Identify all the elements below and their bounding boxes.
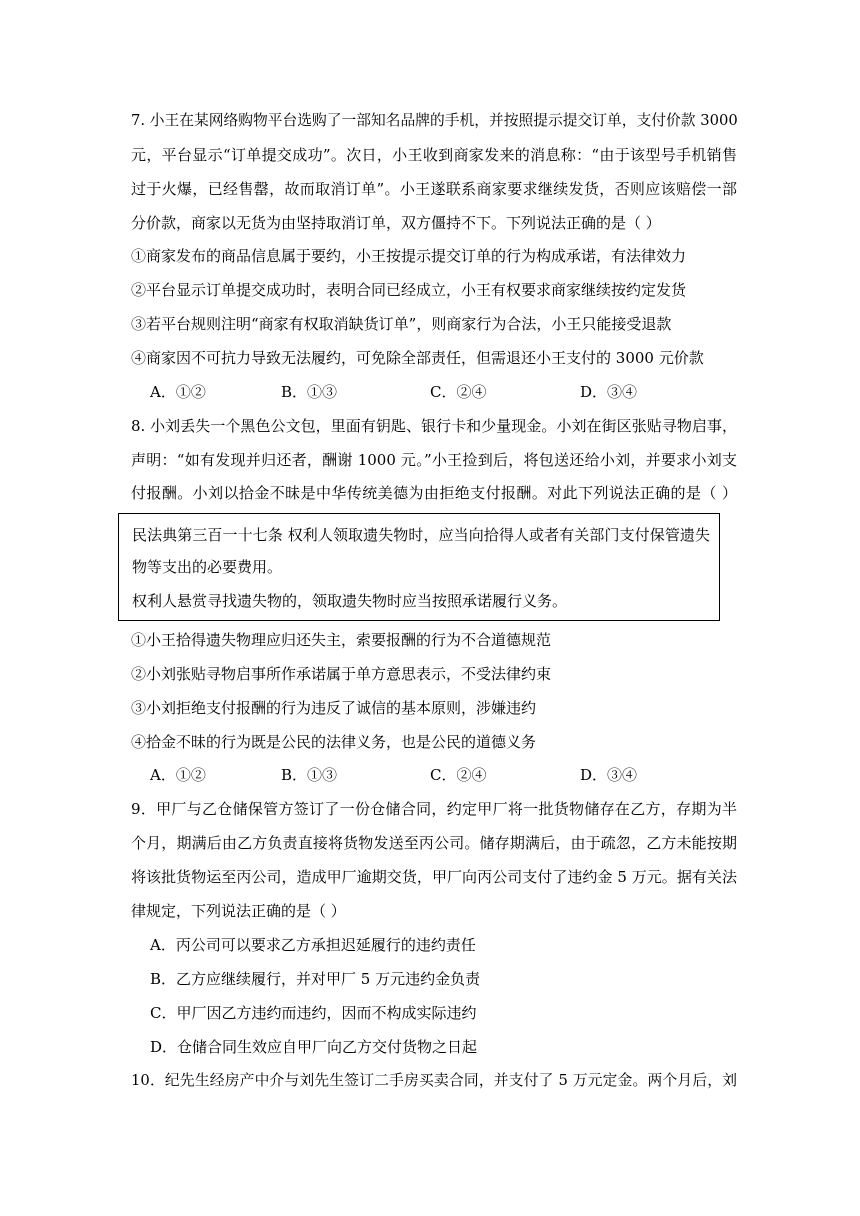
q7-options — [150, 382, 710, 402]
q8-stem-line-2: 声明：“如有发现并归还者，酬谢 1000 元。”小王捡到后，将包送还给小刘，并要求小刘支 — [131, 451, 737, 469]
q8-option-c: C．②④ — [430, 766, 487, 784]
q9-choice-c: C．甲厂因乙方违约而违约，因而不构成实际违约 — [150, 1004, 477, 1022]
q8-options — [150, 765, 710, 785]
law-excerpt-line-3: 权利人悬赏寻找遗失物的，领取遗失物时应当按照承诺履行义务。 — [132, 592, 568, 610]
q8-statement-1: ①小王拾得遗失物理应归还失主，索要报酬的行为不合道德规范 — [131, 631, 552, 649]
q8-stem-line-1: 8. 小刘丢失一个黑色公文包，里面有钥匙、银行卡和少量现金。小刘在街区张贴寻物启事， — [131, 417, 737, 435]
q9-stem-line-2: 个月，期满后由乙方负责直接将货物发送至丙公司。储存期满后，由于疏忽，乙方未能按期 — [131, 834, 737, 852]
q8-stem-line-3: 付报酬。小刘以拾金不昧是中华传统美德为由拒绝支付报酬。对此下列说法正确的是（ ） — [131, 484, 737, 502]
q8-option-a: A．①② — [150, 766, 206, 784]
q9-stem-line-4: 律规定，下列说法正确的是（ ） — [131, 902, 346, 920]
q7-option-b: B．①③ — [281, 383, 338, 401]
q9-choice-d: D．仓储合同生效应自甲厂向乙方交付货物之日起 — [150, 1038, 478, 1056]
q7-stem-line-3: 过于火爆，已经售罄，故而取消订单”。小王遂联系商家要求继续发货，否则应该赔偿一部 — [131, 180, 737, 198]
q10-stem-line-1: 10．纪先生经房产中介与刘先生签订二手房买卖合同，并支付了 5 万元定金。两个月后，刘 — [131, 1072, 737, 1089]
q7-option-d: D．③④ — [580, 383, 638, 401]
q8-option-b: B．①③ — [281, 766, 338, 784]
q8-statement-3: ③小刘拒绝支付报酬的行为违反了诚信的基本原则，涉嫌违约 — [131, 699, 537, 717]
law-excerpt-line-1: 民法典第三百一十七条 权利人领取遗失物时，应当向拾得人或者有关部门支付保管遗失 — [132, 526, 710, 544]
q7-stem-line-2: 元，平台显示“订单提交成功”。次日，小王收到商家发来的消息称：“由于该型号手机销售 — [131, 146, 737, 164]
q9-stem-line-3: 将该批货物运至丙公司，造成甲厂逾期交货，甲厂向丙公司支付了违约金 5 万元。据有关法 — [131, 868, 737, 886]
law-excerpt-line-2: 物等支出的必要费用。 — [132, 558, 283, 576]
q9-stem-line-1: 9．甲厂与乙仓储保管方签订了一份仓储合同，约定甲厂将一批货物储存在乙方，存期为半 — [131, 800, 737, 818]
q7-statement-4: ④商家因不可抗力导致无法履约，可免除全部责任，但需退还小王支付的 3000 元价款 — [131, 349, 704, 367]
q7-stem-line-1: 7. 小王在某网络购物平台选购了一部知名品牌的手机，并按照提示提交订单，支付价款 3000 — [131, 112, 738, 129]
q7-statement-1: ①商家发布的商品信息属于要约，小王按提示提交订单的行为构成承诺，有法律效力 — [131, 247, 687, 265]
q7-statement-2: ②平台显示订单提交成功时，表明合同已经成立，小王有权要求商家继续按约定发货 — [131, 281, 687, 299]
q9-choice-a: A．丙公司可以要求乙方承担迟延履行的违约责任 — [150, 936, 476, 954]
q8-option-d: D．③④ — [580, 766, 638, 784]
q8-statement-4: ④拾金不昧的行为既是公民的法律义务，也是公民的道德义务 — [131, 733, 537, 751]
law-excerpt-box — [118, 513, 720, 621]
q8-statement-2: ②小刘张贴寻物启事所作承诺属于单方意思表示，不受法律约束 — [131, 665, 552, 683]
q7-option-a: A．①② — [150, 383, 206, 401]
q7-stem-line-4: 分价款，商家以无货为由坚持取消订单，双方僵持不下。下列说法正确的是（ ） — [131, 214, 661, 232]
q7-statement-3: ③若平台规则注明“商家有权取消缺货订单”，则商家行为合法，小王只能接受退款 — [131, 315, 672, 333]
q9-choice-b: B．乙方应继续履行，并对甲厂 5 万元违约金负责 — [150, 970, 481, 988]
q7-option-c: C．②④ — [430, 383, 487, 401]
